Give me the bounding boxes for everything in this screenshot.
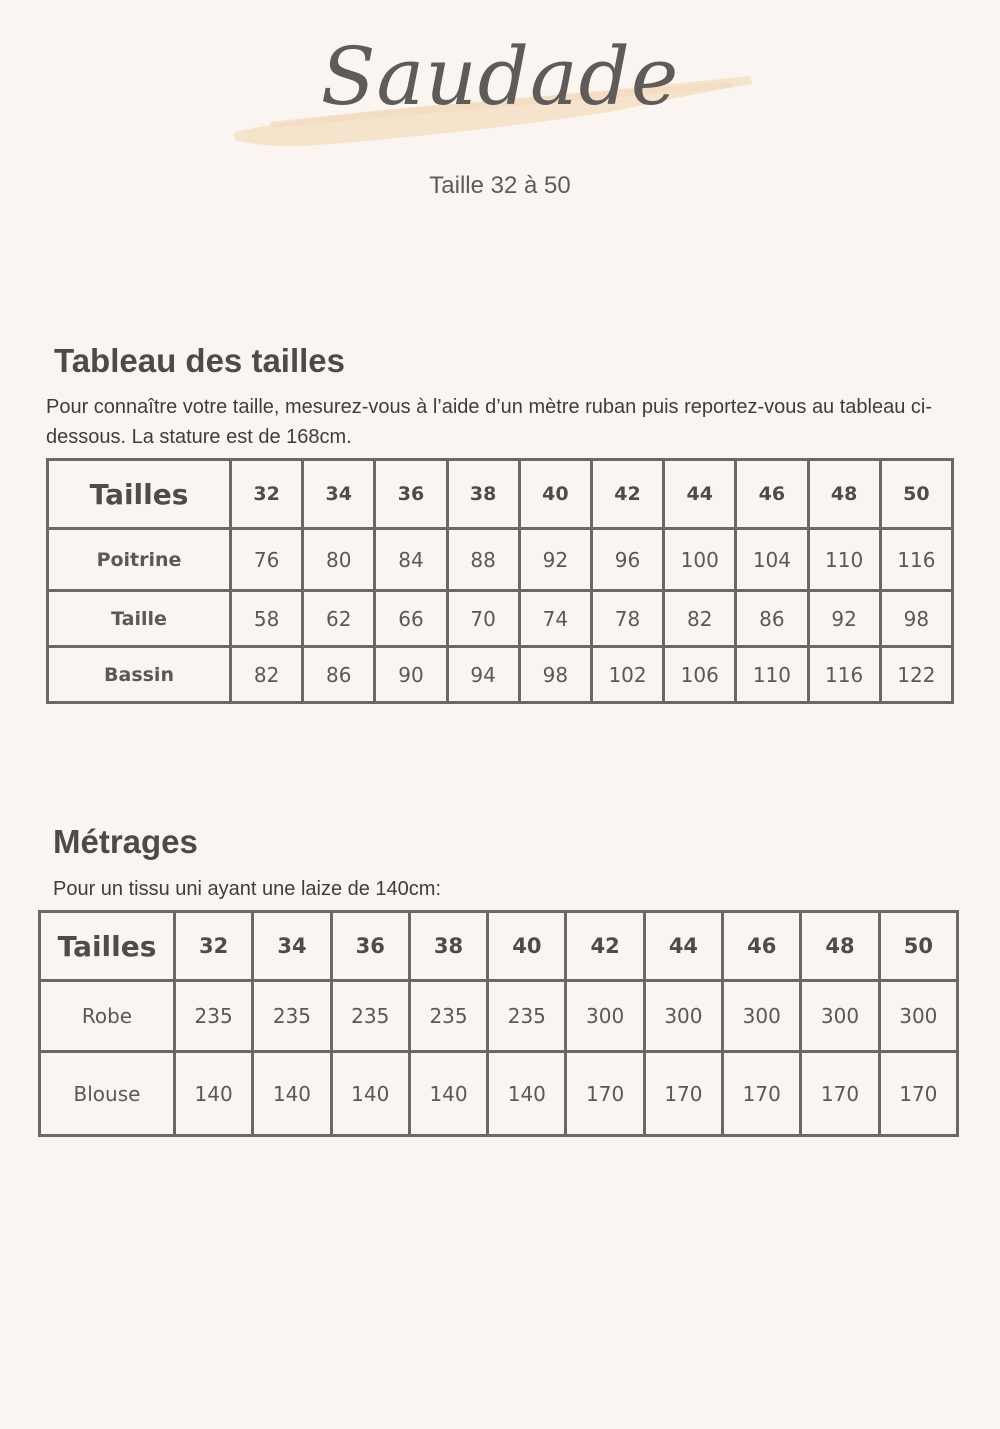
- table-cell: 92: [519, 529, 591, 591]
- column-header-size: 44: [644, 912, 722, 981]
- table-header-row: [40, 912, 958, 981]
- table-cell: 170: [879, 1052, 957, 1136]
- table-cell: 90: [375, 647, 447, 703]
- fabric-section-description: Pour un tissu uni ayant une laize de 140cm:: [53, 878, 442, 900]
- table-cell: 110: [808, 529, 880, 591]
- table-cell: 58: [231, 591, 303, 647]
- column-header-size: 40: [519, 460, 591, 529]
- table-cell: 170: [801, 1052, 879, 1136]
- table-cell: 76: [231, 529, 303, 591]
- table-cell: 86: [736, 591, 808, 647]
- column-header-size: 38: [409, 912, 487, 981]
- fabric-table: [38, 910, 959, 1137]
- row-label: Poitrine: [48, 529, 231, 591]
- column-header-size: 50: [879, 912, 957, 981]
- table-cell: 70: [447, 591, 519, 647]
- table-cell: 110: [736, 647, 808, 703]
- size-chart-title: Tableau des tailles: [54, 342, 346, 379]
- table-cell: 116: [880, 529, 952, 591]
- column-header-size: 44: [664, 460, 736, 529]
- table-cell: 140: [175, 1052, 253, 1136]
- table-cell: 140: [253, 1052, 331, 1136]
- column-header-size: 40: [488, 912, 566, 981]
- table-cell: 235: [175, 981, 253, 1052]
- column-header-size: 46: [723, 912, 801, 981]
- table-cell: 140: [331, 1052, 409, 1136]
- table-cell: 170: [566, 1052, 644, 1136]
- table-cell: 122: [880, 647, 952, 703]
- column-header-size: 42: [591, 460, 663, 529]
- column-header-size: 34: [303, 460, 375, 529]
- table-cell: 300: [723, 981, 801, 1052]
- column-header-size: 48: [801, 912, 879, 981]
- table-cell: 102: [591, 647, 663, 703]
- table-cell: 94: [447, 647, 519, 703]
- table-cell: 82: [231, 647, 303, 703]
- table-cell: 106: [664, 647, 736, 703]
- table-cell: 116: [808, 647, 880, 703]
- table-cell: 98: [880, 591, 952, 647]
- table-row: [48, 529, 953, 591]
- size-chart-description: Pour connaître votre taille, mesurez-vous à l’aide d’un mètre ruban puis reportez-vous au tableau ci-dessous. La stature est de 168cm.: [46, 396, 933, 448]
- table-cell: 235: [409, 981, 487, 1052]
- size-chart-body: [48, 529, 953, 703]
- column-header-sizes: Tailles: [40, 912, 175, 981]
- table-row: [48, 647, 953, 703]
- table-cell: 100: [664, 529, 736, 591]
- table-cell: 140: [409, 1052, 487, 1136]
- column-header-size: 42: [566, 912, 644, 981]
- table-cell: 98: [519, 647, 591, 703]
- table-cell: 300: [566, 981, 644, 1052]
- row-label: Taille: [48, 591, 231, 647]
- table-row: [40, 1052, 958, 1136]
- row-label: Bassin: [48, 647, 231, 703]
- table-cell: 96: [591, 529, 663, 591]
- column-header-size: 32: [231, 460, 303, 529]
- table-cell: 170: [644, 1052, 722, 1136]
- row-label: Robe: [40, 981, 175, 1052]
- table-cell: 78: [591, 591, 663, 647]
- table-row: [48, 591, 953, 647]
- table-cell: 235: [331, 981, 409, 1052]
- fabric-section-title: Métrages: [53, 823, 198, 860]
- table-cell: 92: [808, 591, 880, 647]
- table-cell: 80: [303, 529, 375, 591]
- column-header-size: 50: [880, 460, 952, 529]
- table-cell: 66: [375, 591, 447, 647]
- column-header-sizes: Tailles: [48, 460, 231, 529]
- table-row: [40, 981, 958, 1052]
- table-cell: 88: [447, 529, 519, 591]
- column-header-size: 36: [375, 460, 447, 529]
- column-header-size: 34: [253, 912, 331, 981]
- table-header-row: [48, 460, 953, 529]
- table-cell: 74: [519, 591, 591, 647]
- column-header-size: 32: [175, 912, 253, 981]
- table-cell: 62: [303, 591, 375, 647]
- table-cell: 300: [644, 981, 722, 1052]
- brand-logo-text: Saudade: [320, 30, 680, 123]
- table-cell: 170: [723, 1052, 801, 1136]
- table-cell: 235: [253, 981, 331, 1052]
- column-header-size: 48: [808, 460, 880, 529]
- table-cell: 300: [879, 981, 957, 1052]
- fabric-table-body: [40, 981, 958, 1136]
- table-cell: 84: [375, 529, 447, 591]
- table-cell: 86: [303, 647, 375, 703]
- column-header-size: 38: [447, 460, 519, 529]
- table-cell: 104: [736, 529, 808, 591]
- table-cell: 300: [801, 981, 879, 1052]
- size-chart-table: [46, 458, 954, 704]
- table-cell: 235: [488, 981, 566, 1052]
- table-cell: 82: [664, 591, 736, 647]
- table-cell: 140: [488, 1052, 566, 1136]
- size-range-subtitle: Taille 32 à 50: [429, 172, 571, 199]
- column-header-size: 36: [331, 912, 409, 981]
- column-header-size: 46: [736, 460, 808, 529]
- row-label: Blouse: [40, 1052, 175, 1136]
